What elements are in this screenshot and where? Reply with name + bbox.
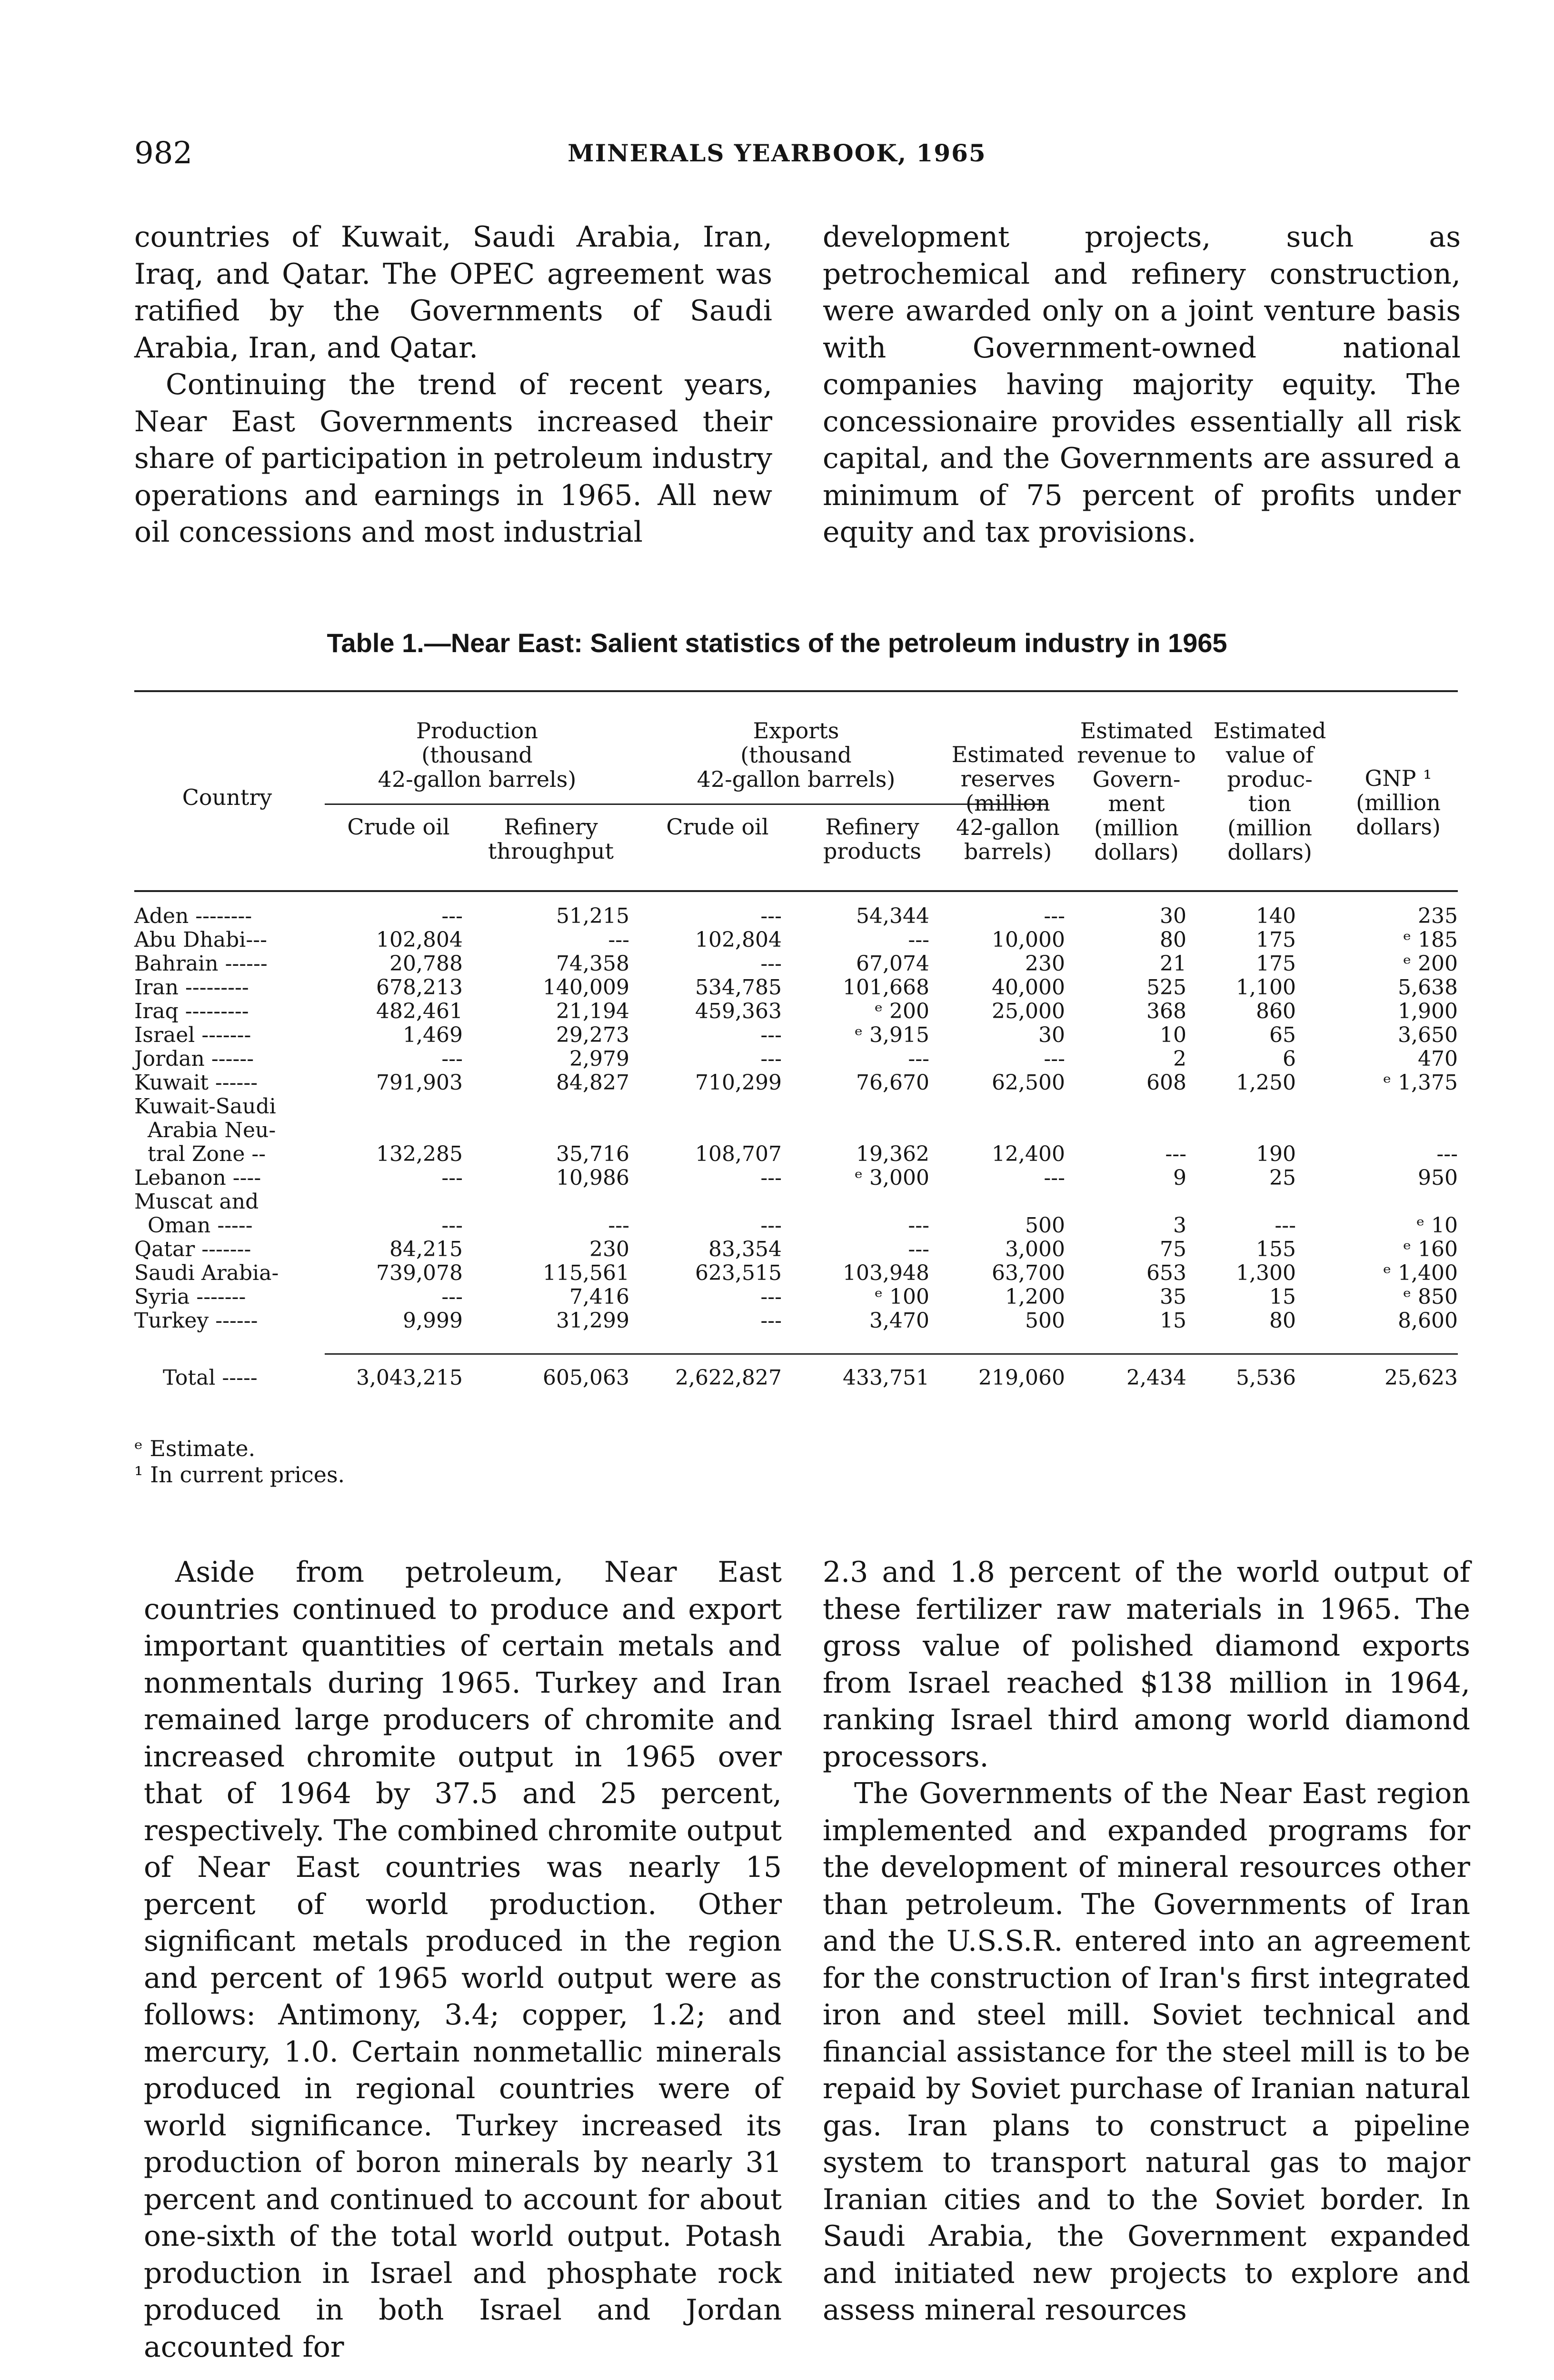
footnote-estimate: ᵉ Estimate. bbox=[134, 1436, 256, 1461]
total-label: Total ----- bbox=[163, 1366, 258, 1390]
value-cell: 132,285 bbox=[376, 1142, 463, 1166]
value-cell: 534,785 bbox=[695, 975, 782, 1000]
value-cell: 230 bbox=[1025, 952, 1065, 976]
value-cell: 1,250 bbox=[1236, 1071, 1296, 1095]
total-value-cell: 433,751 bbox=[843, 1366, 929, 1390]
paragraph: countries of Kuwait, Saudi Arabia, Iran, Iraq, and Qatar. The OPEC agreement was ratified by the Governments of Saudi Arabia, Iran, and Qatar. bbox=[134, 220, 772, 365]
total-value-cell: 5,536 bbox=[1236, 1366, 1296, 1390]
country-cell: Qatar ------- bbox=[134, 1237, 251, 1261]
value-cell: 3 bbox=[1173, 1213, 1186, 1238]
value-cell: 175 bbox=[1256, 928, 1296, 952]
value-cell: --- bbox=[908, 1213, 929, 1238]
value-cell: 482,461 bbox=[376, 999, 463, 1023]
top-left-column bbox=[134, 219, 772, 551]
value-cell: ᵉ 185 bbox=[1403, 928, 1458, 952]
value-cell: 19,362 bbox=[856, 1142, 929, 1166]
value-cell: --- bbox=[1436, 1142, 1458, 1166]
value-cell: 12,400 bbox=[992, 1142, 1065, 1166]
paragraph: development projects, such as petrochemical and refinery construction, were awarded only on a joint venture basis with Government-owned national companies having majority equity. The concessionaire provides essentially all risk capital, and the Governments are assured a minimum of 75 percent of profits under equity and tax provisions. bbox=[823, 220, 1461, 549]
value-cell: 2,979 bbox=[569, 1047, 629, 1071]
footnote-current-prices: ¹ In current prices. bbox=[134, 1462, 345, 1488]
country-cell: Iran --------- bbox=[134, 975, 249, 1000]
value-cell: 608 bbox=[1146, 1071, 1186, 1095]
header-refinery-products: Refinery products bbox=[823, 814, 922, 864]
value-cell: 3,000 bbox=[1005, 1237, 1065, 1261]
value-cell: --- bbox=[441, 1047, 463, 1071]
value-cell: 101,668 bbox=[843, 975, 929, 1000]
value-cell: 15 bbox=[1269, 1285, 1296, 1309]
country-cell: Syria ------- bbox=[134, 1285, 246, 1309]
value-cell: 10 bbox=[1160, 1023, 1186, 1047]
value-cell: 84,215 bbox=[389, 1237, 463, 1261]
header-revenue: Estimated revenue to Govern- ment (million dollars) bbox=[1077, 718, 1196, 865]
value-cell: 500 bbox=[1025, 1213, 1065, 1238]
total-value-cell: 3,043,215 bbox=[356, 1366, 463, 1390]
value-cell: --- bbox=[908, 928, 929, 952]
value-cell: 1,300 bbox=[1236, 1261, 1296, 1285]
value-cell: 67,074 bbox=[856, 952, 929, 976]
country-cell: Kuwait-Saudi Arabia Neu- tral Zone -- bbox=[134, 1094, 276, 1166]
value-cell: --- bbox=[1044, 904, 1065, 928]
value-cell: --- bbox=[1165, 1142, 1186, 1166]
value-cell: 84,827 bbox=[556, 1071, 629, 1095]
value-cell: 76,670 bbox=[856, 1071, 929, 1095]
value-cell: --- bbox=[908, 1237, 929, 1261]
value-cell: ᵉ 3,915 bbox=[855, 1023, 929, 1047]
country-cell: Lebanon ---- bbox=[134, 1166, 261, 1190]
country-cell: Jordan ------ bbox=[134, 1047, 254, 1071]
total-value-cell: 605,063 bbox=[543, 1366, 629, 1390]
value-cell: 30 bbox=[1038, 1023, 1065, 1047]
value-cell: --- bbox=[760, 1047, 782, 1071]
value-cell: 739,078 bbox=[376, 1261, 463, 1285]
value-cell: --- bbox=[1044, 1047, 1065, 1071]
value-cell: ᵉ 850 bbox=[1403, 1285, 1458, 1309]
value-cell: 25,000 bbox=[992, 999, 1065, 1023]
header-production-value: Estimated value of produc- tion (million dollars) bbox=[1213, 718, 1326, 865]
country-cell: Kuwait ------ bbox=[134, 1071, 258, 1095]
value-cell: ᵉ 10 bbox=[1416, 1213, 1458, 1238]
page-number: 982 bbox=[134, 136, 193, 171]
value-cell: 75 bbox=[1160, 1237, 1186, 1261]
header-gnp: GNP ¹ (million dollars) bbox=[1356, 765, 1441, 840]
value-cell: 9 bbox=[1173, 1166, 1186, 1190]
value-cell: 35 bbox=[1160, 1285, 1186, 1309]
total-value-cell: 2,434 bbox=[1126, 1366, 1186, 1390]
value-cell: 74,358 bbox=[556, 952, 629, 976]
value-cell: 103,948 bbox=[843, 1261, 929, 1285]
value-cell: 791,903 bbox=[376, 1071, 463, 1095]
value-cell: 459,363 bbox=[695, 999, 782, 1023]
value-cell: 470 bbox=[1418, 1047, 1458, 1071]
value-cell: --- bbox=[760, 1213, 782, 1238]
country-cell: Saudi Arabia- bbox=[134, 1261, 279, 1285]
value-cell: 235 bbox=[1418, 904, 1458, 928]
value-cell: 21,194 bbox=[556, 999, 629, 1023]
running-header: MINERALS YEARBOOK, 1965 bbox=[568, 139, 986, 167]
country-cell: Muscat and Oman ----- bbox=[134, 1190, 259, 1238]
total-value-cell: 219,060 bbox=[978, 1366, 1065, 1390]
value-cell: 29,273 bbox=[556, 1023, 629, 1047]
value-cell: 5,638 bbox=[1398, 975, 1458, 1000]
total-value-cell: 25,623 bbox=[1385, 1366, 1458, 1390]
value-cell: 80 bbox=[1160, 928, 1186, 952]
value-cell: 950 bbox=[1418, 1166, 1458, 1190]
value-cell: 623,515 bbox=[695, 1261, 782, 1285]
bottom-left-column bbox=[144, 1554, 782, 2366]
value-cell: --- bbox=[441, 1213, 463, 1238]
value-cell: 7,416 bbox=[569, 1285, 629, 1309]
value-cell: --- bbox=[760, 904, 782, 928]
value-cell: 31,299 bbox=[556, 1309, 629, 1333]
value-cell: --- bbox=[1275, 1213, 1296, 1238]
value-cell: ᵉ 100 bbox=[874, 1285, 929, 1309]
value-cell: ᵉ 1,400 bbox=[1383, 1261, 1458, 1285]
header-crude-oil: Crude oil bbox=[347, 814, 450, 840]
value-cell: 525 bbox=[1146, 975, 1186, 1000]
country-cell: Bahrain ------ bbox=[134, 952, 268, 976]
value-cell: 63,700 bbox=[992, 1261, 1065, 1285]
value-cell: --- bbox=[608, 928, 629, 952]
value-cell: 54,344 bbox=[856, 904, 929, 928]
value-cell: ᵉ 200 bbox=[1403, 952, 1458, 976]
country-cell: Aden -------- bbox=[134, 904, 252, 928]
value-cell: 190 bbox=[1256, 1142, 1296, 1166]
value-cell: 1,200 bbox=[1005, 1285, 1065, 1309]
value-cell: 1,469 bbox=[403, 1023, 463, 1047]
value-cell: 15 bbox=[1160, 1309, 1186, 1333]
value-cell: --- bbox=[441, 1285, 463, 1309]
value-cell: --- bbox=[760, 1023, 782, 1047]
table-top-rule bbox=[134, 690, 1458, 692]
value-cell: --- bbox=[760, 1166, 782, 1190]
statistics-table bbox=[134, 690, 1467, 1409]
value-cell: 2 bbox=[1173, 1047, 1186, 1071]
value-cell: 6 bbox=[1283, 1047, 1296, 1071]
table-caption: Table 1.—Near East: Salient statistics of the petroleum industry in 1965 bbox=[327, 628, 1227, 658]
value-cell: 10,000 bbox=[992, 928, 1065, 952]
value-cell: 20,788 bbox=[389, 952, 463, 976]
value-cell: 500 bbox=[1025, 1309, 1065, 1333]
value-cell: --- bbox=[441, 1166, 463, 1190]
value-cell: 83,354 bbox=[708, 1237, 782, 1261]
header-refinery-throughput: Refinery throughput bbox=[488, 814, 614, 864]
country-cell: Iraq --------- bbox=[134, 999, 249, 1023]
value-cell: --- bbox=[760, 952, 782, 976]
value-cell: 175 bbox=[1256, 952, 1296, 976]
value-cell: 9,999 bbox=[403, 1309, 463, 1333]
header-bottom-rule bbox=[134, 890, 1458, 892]
value-cell: 102,804 bbox=[695, 928, 782, 952]
value-cell: 3,650 bbox=[1398, 1023, 1458, 1047]
value-cell: 230 bbox=[589, 1237, 629, 1261]
value-cell: 710,299 bbox=[695, 1071, 782, 1095]
header-country: Country bbox=[182, 784, 272, 810]
value-cell: --- bbox=[760, 1285, 782, 1309]
paragraph: The Governments of the Near East region implemented and expanded programs for the development of mineral resources other than petroleum. The Governments of Iran and the U.S.S.R. entered into an agreement for the construction of Iran's first integrated iron and steel mill. Soviet technical and financial assistance for the steel mill is to be repaid by Soviet purchase of Iranian natural gas. Iran plans to construct a pipeline system to transport natural gas to major Iranian cities and to the Soviet border. In Saudi Arabia, the Government expanded and initiated new projects to explore and assess mineral resources bbox=[823, 1777, 1470, 2327]
value-cell: ᵉ 1,375 bbox=[1383, 1071, 1458, 1095]
value-cell: 62,500 bbox=[992, 1071, 1065, 1095]
value-cell: 860 bbox=[1256, 999, 1296, 1023]
header-production-group: Production (thousand 42-gallon barrels) bbox=[378, 718, 577, 792]
total-rule bbox=[325, 1353, 1458, 1355]
country-cell: Turkey ------ bbox=[134, 1309, 258, 1333]
value-cell: ᵉ 3,000 bbox=[855, 1166, 929, 1190]
country-cell: Israel ------- bbox=[134, 1023, 251, 1047]
value-cell: 368 bbox=[1146, 999, 1186, 1023]
paragraph: Continuing the trend of recent years, Near East Governments increased their share of participation in petroleum industry operations and earnings in 1965. All new oil concessions and most industrial bbox=[134, 368, 772, 549]
total-value-cell: 2,622,827 bbox=[675, 1366, 782, 1390]
value-cell: 30 bbox=[1160, 904, 1186, 928]
value-cell: 1,900 bbox=[1398, 999, 1458, 1023]
value-cell: --- bbox=[608, 1213, 629, 1238]
value-cell: --- bbox=[760, 1309, 782, 1333]
header-reserves: Estimated reserves (million 42-gallon barrels) bbox=[951, 742, 1065, 864]
value-cell: 108,707 bbox=[695, 1142, 782, 1166]
value-cell: 8,600 bbox=[1398, 1309, 1458, 1333]
value-cell: 155 bbox=[1256, 1237, 1296, 1261]
bottom-right-column bbox=[823, 1554, 1470, 2329]
header-exports-group: Exports (thousand 42-gallon barrels) bbox=[697, 718, 896, 792]
value-cell: 102,804 bbox=[376, 928, 463, 952]
paragraph: 2.3 and 1.8 percent of the world output of these fertilizer raw materials in 1965. The gross value of polished diamond exports from Israel reached $138 million in 1964, ranking Israel third among world diamond processors. bbox=[823, 1556, 1470, 1774]
paragraph: Aside from petroleum, Near East countries continued to produce and export important quantities of certain metals and nonmentals during 1965. Turkey and Iran remained large producers of chromite and increased chromite output in 1965 over that of 1964 by 37.5 and 25 percent, respectively. The combined chromite output of Near East countries was nearly 15 percent of world production. Other significant metals produced in the region and percent of 1965 world output were as follows: Antimony, 3.4; copper, 1.2; and mercury, 1.0. Certain nonmetallic minerals produced in regional countries were of world significance. Turkey increased its production of boron minerals by nearly 31 percent and continued to account for about one-sixth of the total world output. Potash production in Israel and phosphate rock produced in both Israel and Jordan accounted for bbox=[144, 1556, 782, 2364]
value-cell: 140 bbox=[1256, 904, 1296, 928]
value-cell: 10,986 bbox=[556, 1166, 629, 1190]
value-cell: 653 bbox=[1146, 1261, 1186, 1285]
value-cell: 3,470 bbox=[869, 1309, 929, 1333]
value-cell: 51,215 bbox=[556, 904, 629, 928]
value-cell: 65 bbox=[1269, 1023, 1296, 1047]
value-cell: 25 bbox=[1269, 1166, 1296, 1190]
value-cell: 140,009 bbox=[543, 975, 629, 1000]
value-cell: 115,561 bbox=[543, 1261, 629, 1285]
country-cell: Abu Dhabi--- bbox=[134, 928, 267, 952]
header-export-crude-oil: Crude oil bbox=[666, 814, 769, 840]
value-cell: ᵉ 200 bbox=[874, 999, 929, 1023]
value-cell: 1,100 bbox=[1236, 975, 1296, 1000]
value-cell: ᵉ 160 bbox=[1403, 1237, 1458, 1261]
value-cell: 678,213 bbox=[376, 975, 463, 1000]
value-cell: --- bbox=[1044, 1166, 1065, 1190]
top-right-column bbox=[823, 219, 1461, 551]
value-cell: --- bbox=[908, 1047, 929, 1071]
value-cell: 80 bbox=[1269, 1309, 1296, 1333]
value-cell: 21 bbox=[1160, 952, 1186, 976]
value-cell: 40,000 bbox=[992, 975, 1065, 1000]
value-cell: 35,716 bbox=[556, 1142, 629, 1166]
value-cell: --- bbox=[441, 904, 463, 928]
